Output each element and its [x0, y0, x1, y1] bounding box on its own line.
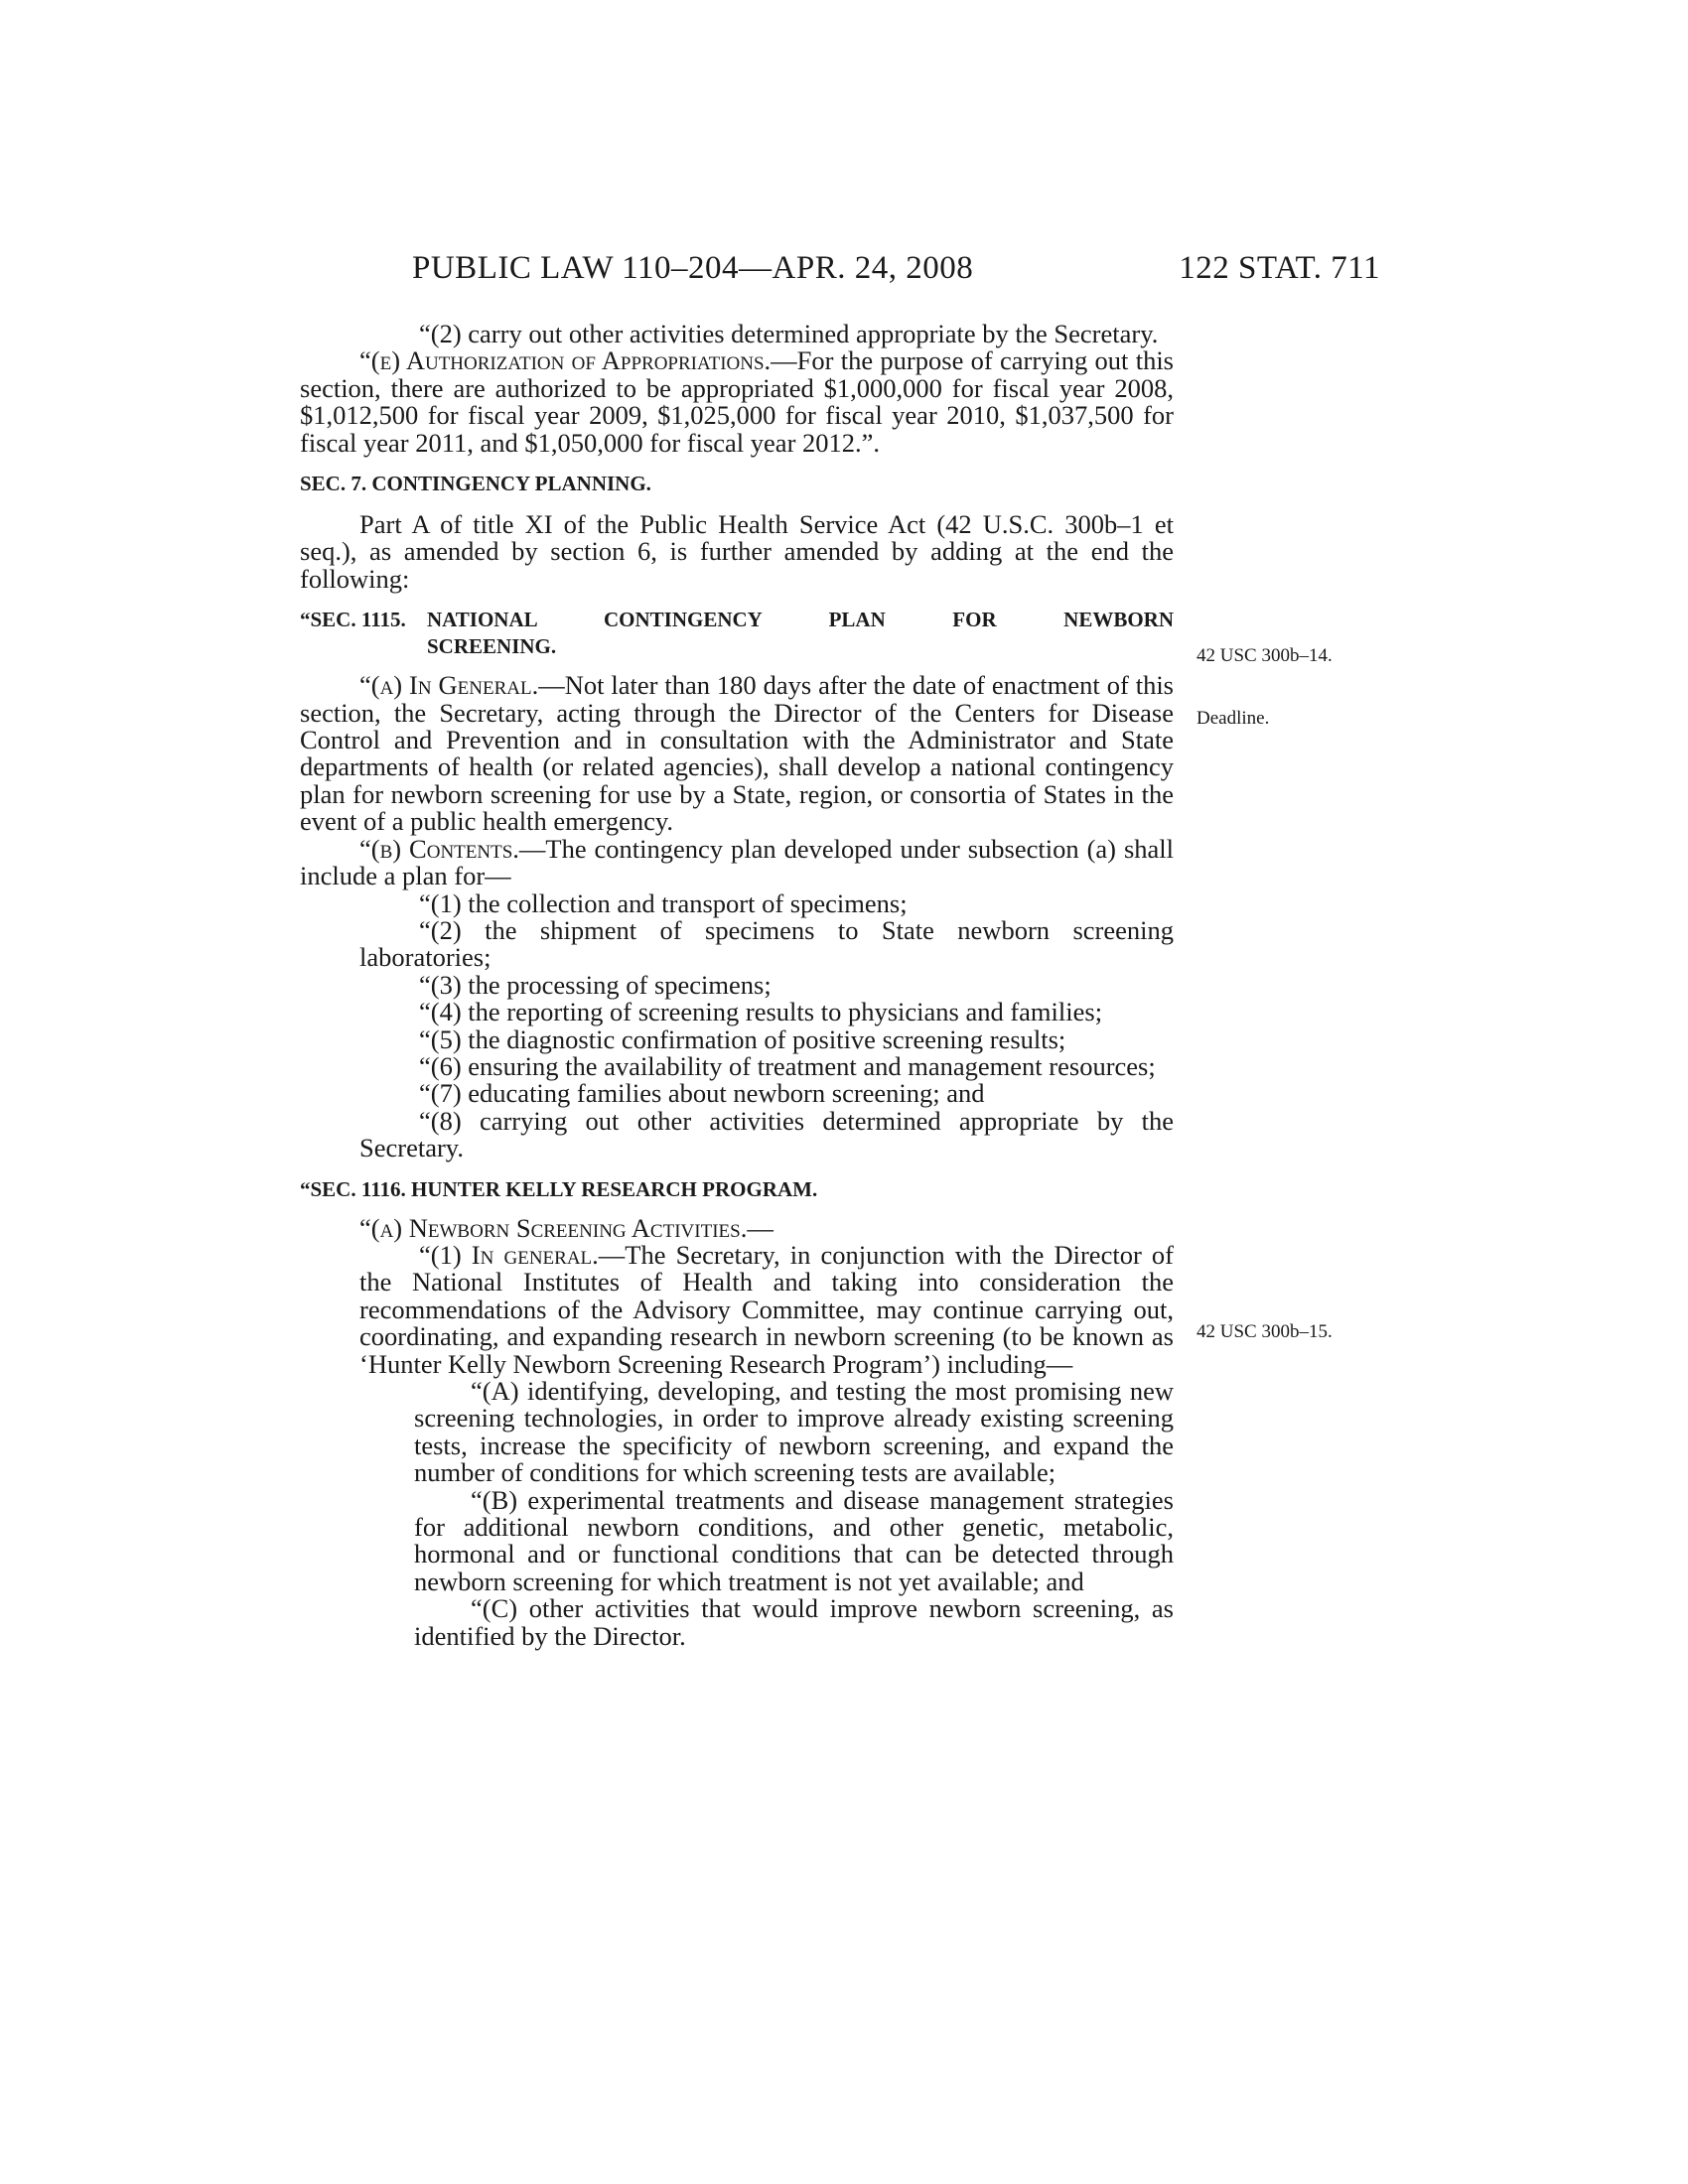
section-title-line1: NATIONAL CONTINGENCY PLAN FOR NEWBORN: [427, 608, 1174, 632]
subsection-heading: “(a) Newborn Screening Activities.: [359, 1212, 748, 1243]
list-item: “(2) the shipment of specimens to State newborn screening laboratories;: [359, 914, 1174, 973]
paragraph-newborn-screening-activities: [300, 1212, 1174, 1243]
margin-note-usc-1116: 42 USC 300b–15.: [1196, 1321, 1333, 1342]
subsection-heading: “(a) In General.: [359, 670, 539, 701]
paragraph-text: —The Secretary, in conjunction with the Director of the National Institutes of Health and taking into consideration the recommendations of the Advisory Committee, may continue carrying out, coordinating, and expanding research in newborn screening (to be known as ‘Hunter Kelly Newborn Screening Research Program’) including—: [359, 1239, 1174, 1379]
list-item: “(5) the diagnostic confirmation of positive screening results;: [419, 1024, 1066, 1054]
paragraph-text: —: [747, 1212, 774, 1243]
subsection-heading: “(e) Authorization of Appropriations.: [359, 345, 772, 376]
section-heading-sec1115: [300, 607, 1174, 660]
paragraph-a-in-general: [300, 672, 1174, 835]
subsection-heading: “(1) In general.: [419, 1239, 599, 1270]
list-item: “(4) the reporting of screening results to physicians and families;: [419, 997, 1103, 1027]
section-title-line2: SCREENING.: [427, 634, 557, 659]
paragraph-b-contents: [300, 833, 1174, 891]
paragraph-text: —Not later than 180 days after the date of enactment of this section, the Secretary, acting through the Director of the Centers for Disease Control and Prevention and in consultation with the Administrator and State departments of health (or related agencies), shall develop a national contingency plan for newborn screening for use by a State, region, or consortia of States in the event of a public health emergency.: [300, 670, 1174, 837]
subsection-heading: “(b) Contents.: [359, 833, 519, 864]
running-head-stat-page: 122 STAT. 711: [1179, 250, 1380, 286]
section-heading-sec1116: “SEC. 1116. HUNTER KELLY RESEARCH PROGRAM.: [300, 1176, 818, 1201]
list-item: “(7) educating families about newborn screening; and: [419, 1078, 985, 1109]
statute-body: [300, 321, 1174, 1650]
paragraph-text: —The contingency plan developed under subsection (a) shall include a plan for—: [300, 833, 1174, 891]
paragraph-1-in-general: [300, 1239, 1174, 1379]
list-item: “(3) the processing of specimens;: [419, 969, 772, 1000]
margin-note-usc-1115: 42 USC 300b–14.: [1196, 645, 1333, 666]
paragraph-d2: “(2) carry out other activities determined appropriate by the Secretary.: [419, 319, 1159, 348]
section-title: [427, 607, 1174, 660]
page-header: [298, 250, 1380, 290]
paragraph-part-a: Part A of title XI of the Public Health Service Act (42 U.S.C. 300b–1 et seq.), as amended by section 6, is further amended by adding at the end the following:: [300, 509, 1174, 594]
list-item: “(8) carrying out other activities determined appropriate by the Secretary.: [359, 1105, 1174, 1163]
list-item: “(6) ensuring the availability of treatment and management resources;: [419, 1050, 1156, 1081]
list-item: “(A) identifying, developing, and testing the most promising new screening technologies, in order to improve already existing screening tests, increase the specificity of newborn screening, and expand the number of conditions for which screening tests are available;: [414, 1376, 1174, 1488]
list-item: “(B) experimental treatments and disease management strategies for additional newborn conditions, and other genetic, metabolic, hormonal and or functional conditions that can be detected through newborn screening for which treatment is not yet available; and: [414, 1484, 1174, 1596]
list-item: “(C) other activities that would improve newborn screening, as identified by the Director.: [414, 1593, 1174, 1651]
list-item: “(1) the collection and transport of specimens;: [419, 887, 908, 918]
section-heading-sec7: SEC. 7. CONTINGENCY PLANNING.: [300, 472, 651, 496]
running-head-law: PUBLIC LAW 110–204—APR. 24, 2008: [412, 250, 974, 286]
section-number: “SEC. 1115.: [300, 608, 406, 632]
paragraph-e: [300, 347, 1174, 457]
paragraph-text: —For the purpose of carrying out this section, there are authorized to be appropriated $1,000,000 for fiscal year 2008, $1,012,500 for fiscal year 2009, $1,025,000 for fiscal year 2010, $1,037,500 for fiscal year 2011, and $1,050,000 for fiscal year 2012.”.: [300, 345, 1174, 458]
margin-note-deadline: Deadline.: [1196, 708, 1270, 729]
